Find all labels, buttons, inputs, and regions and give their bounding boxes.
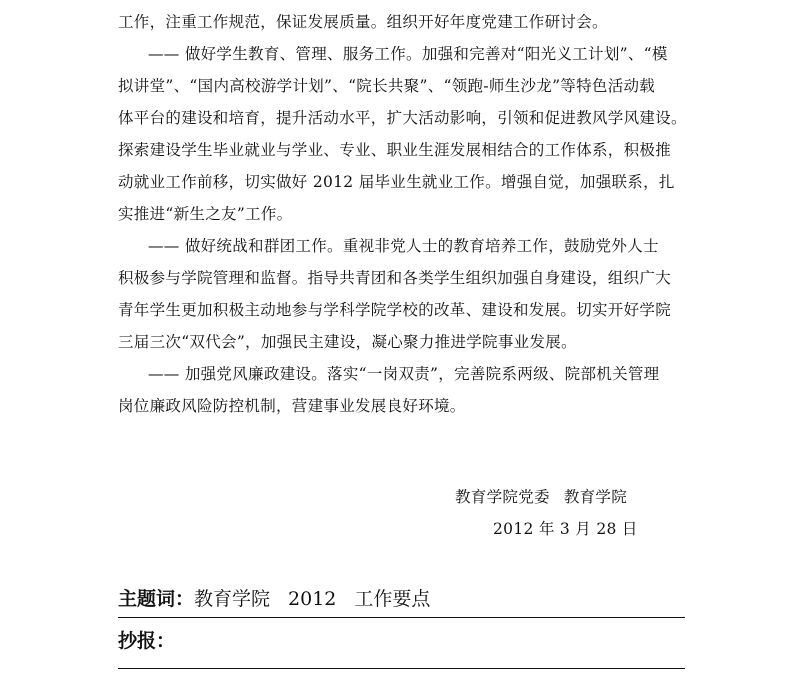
body-line-3: 拟讲堂”、“国内高校游学计划”、“院长共聚”、“领跑-师生沙龙”等特色活动载 <box>118 77 656 95</box>
body-line-1: 工作，注重工作规范，保证发展质量。组织开好年度党建工作研讨会。 <box>118 13 608 31</box>
body-line-4: 体平台的建设和培育，提升活动水平，扩大活动影响，引领和促进教风学风建设。 <box>118 109 687 127</box>
body-line-11: 三届三次“双代会”，加强民主建设，凝心聚力推进学院事业发展。 <box>118 333 577 351</box>
body-line-6: 动就业工作前移，切实做好 2012 届毕业生就业工作。增强自觉，加强联系，扎 <box>118 173 675 191</box>
body-line-2: —— 做好学生教育、管理、服务工作。加强和完善对“阳光义工计划”、“模 <box>148 45 668 63</box>
signature-college: 教育学院 <box>563 488 628 506</box>
body-line-7: 实推进“新生之友”工作。 <box>118 205 293 223</box>
subject-keyword-3: 工作要点 <box>354 588 431 610</box>
body-line-12: —— 加强党风廉政建设。落实“一岗双责”，完善院系两级、院部机关管理 <box>148 365 660 383</box>
footer-divider-bottom <box>118 668 685 669</box>
signature-date: 2012 年 3 月 28 日 <box>493 520 638 538</box>
subject-keyword-2: 2012 <box>288 588 337 610</box>
subject-keywords-line <box>118 584 430 611</box>
body-line-8: —— 做好统战和群团工作。重视非党人士的教育培养工作，鼓励党外人士 <box>148 237 659 255</box>
footer-divider-top <box>118 617 685 618</box>
body-line-10: 青年学生更加积极主动地参与学科学院学校的改革、建设和发展。切实开好学院 <box>118 301 672 319</box>
body-line-5: 探索建设学生毕业就业与学业、专业、职业生涯发展相结合的工作体系，积极推 <box>118 141 672 159</box>
subject-label: 主题词： <box>118 588 195 610</box>
body-line-13: 岗位廉政风险防控机制，营建事业发展良好环境。 <box>118 397 466 415</box>
body-line-9: 积极参与学院管理和监督。指导共青团和各类学生组织加强自身建设，组织广大 <box>118 269 672 287</box>
signature-party-committee: 教育学院党委 <box>455 488 550 506</box>
cc-label: 抄报： <box>118 630 176 652</box>
signature-organizations <box>455 485 627 507</box>
subject-keyword-1: 教育学院 <box>194 588 271 610</box>
